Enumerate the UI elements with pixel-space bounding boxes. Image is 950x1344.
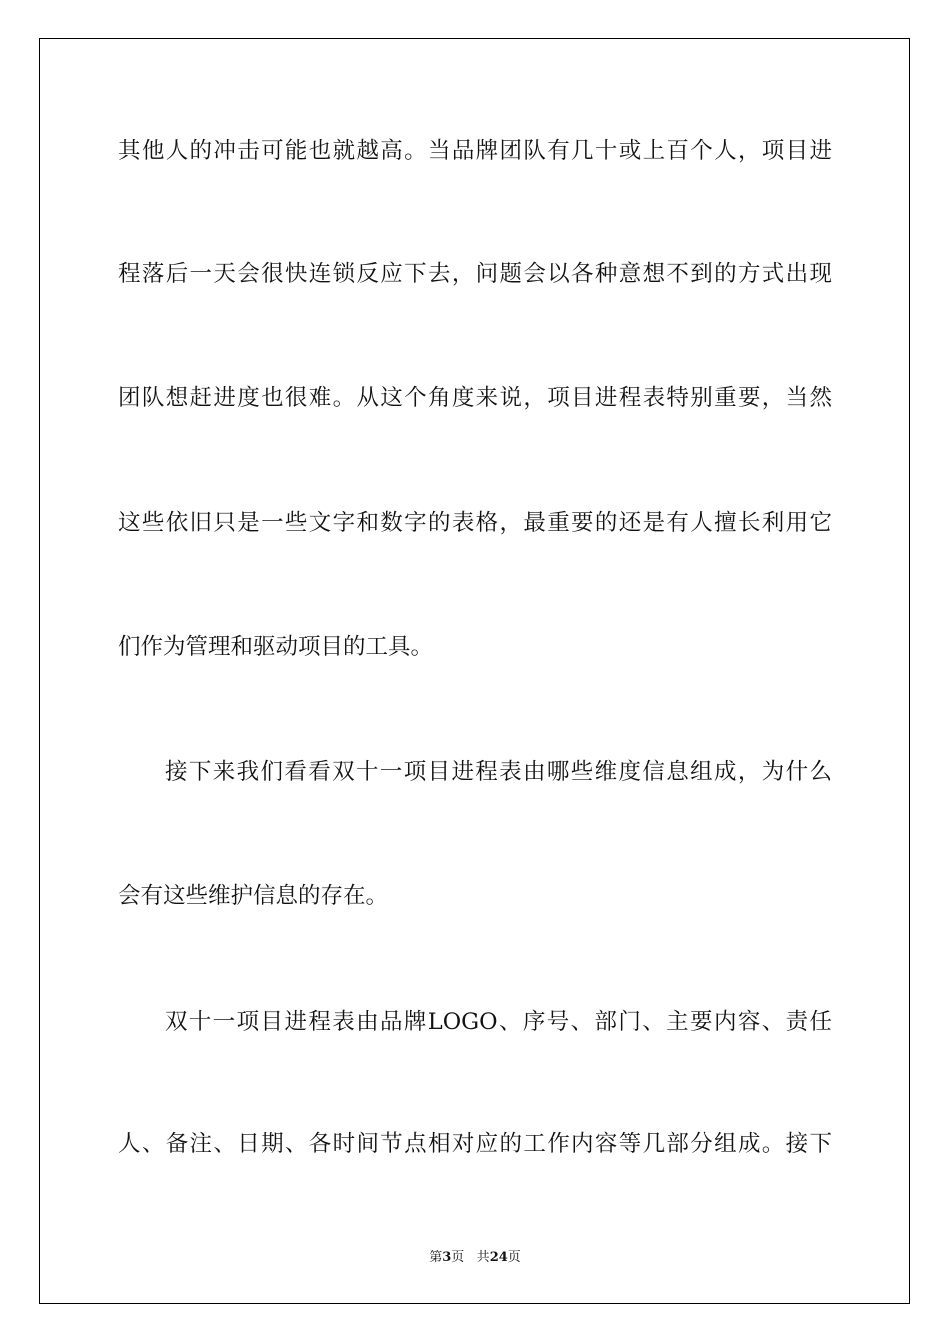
footer-page-suffix: 页 <box>451 1250 465 1265</box>
footer-total-prefix: 共 <box>476 1250 490 1265</box>
body-line-7: 会有这些维护信息的存在。 <box>118 883 389 909</box>
footer-page-prefix: 第 <box>429 1250 443 1265</box>
footer-total-number: 24 <box>489 1250 508 1265</box>
footer-page-number: 3 <box>442 1250 452 1265</box>
body-line-3: 团队想赶进度也很难。从这个角度来说，项目进程表特别重要，当然 <box>118 385 832 411</box>
page-footer <box>0 1246 950 1265</box>
body-line-1: 其他人的冲击可能也就越高。当品牌团队有几十或上百个人，项目进 <box>118 138 832 164</box>
footer-total-suffix: 页 <box>507 1250 521 1265</box>
body-line-4: 这些依旧只是一些文字和数字的表格，最重要的还是有人擅长利用它 <box>118 510 832 536</box>
body-line-6: 接下来我们看看双十一项目进程表由哪些维度信息组成，为什么 <box>165 759 832 785</box>
page-border <box>39 38 910 1304</box>
body-line-5: 们作为管理和驱动项目的工具。 <box>118 634 434 660</box>
body-line-2: 程落后一天会很快连锁反应下去，问题会以各种意想不到的方式出现 <box>118 261 832 287</box>
body-line-8: 双十一项目进程表由品牌LOGO、序号、部门、主要内容、责任 <box>165 1009 832 1035</box>
body-line-9: 人、备注、日期、各时间节点相对应的工作内容等几部分组成。接下 <box>118 1131 832 1157</box>
